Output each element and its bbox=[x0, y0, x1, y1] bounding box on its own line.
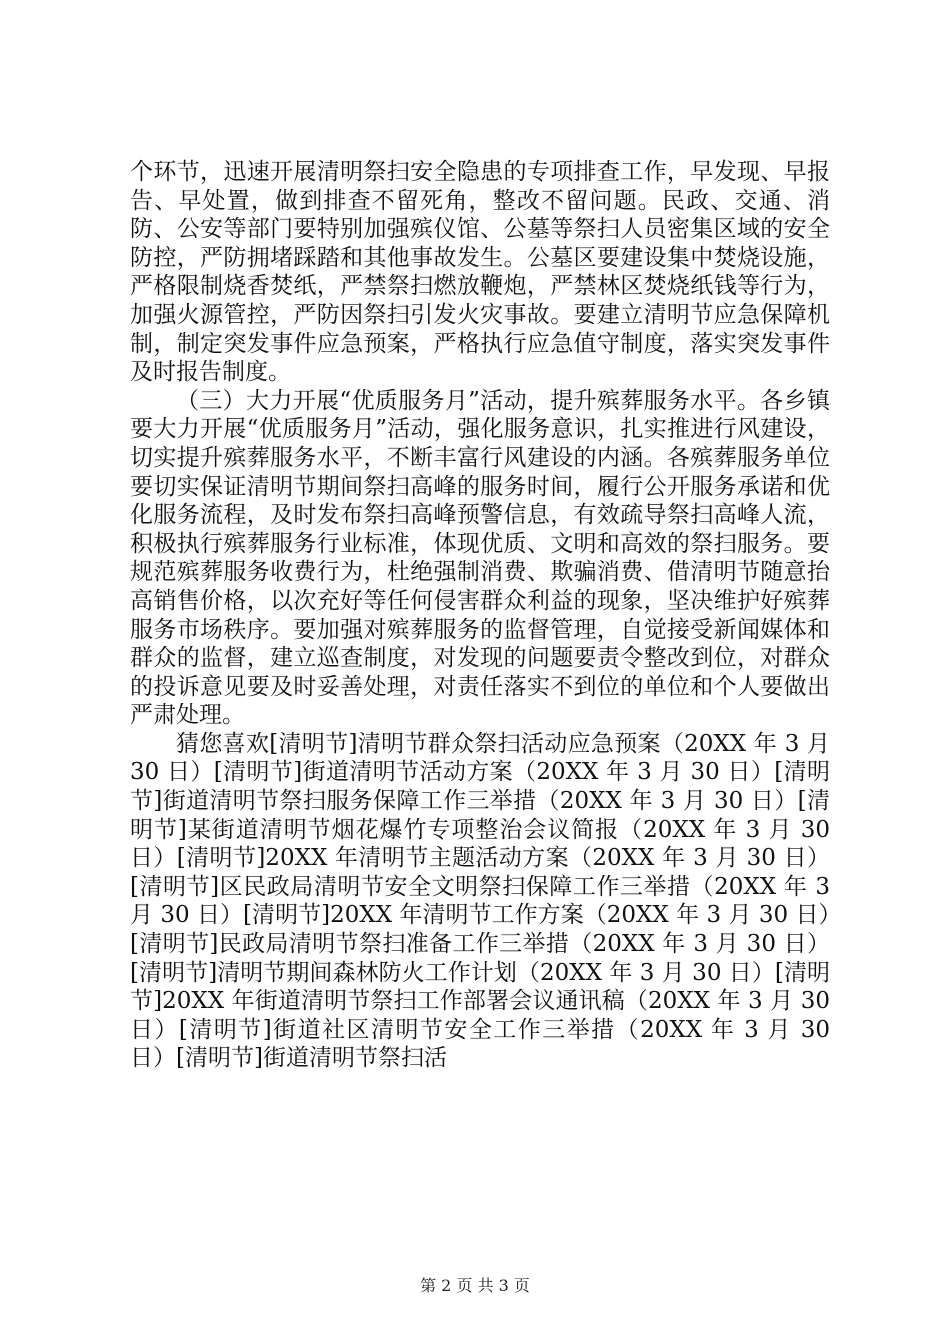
page-number-footer: 第 2 页 共 3 页 bbox=[420, 1276, 530, 1295]
paragraph-related-articles: 猜您喜欢[清明节]清明节群众祭扫活动应急预案（20XX 年 3 月 30 日）[清明节]街道清明节活动方案（20XX 年 3 月 30 日）[清明节]街道清明节祭扫服务保障工作三举措（20XX 年 3 月 30 日）[清明节]某街道清明节烟花爆竹专项整治会议简报（20XX 年 3 月 30 日）[清明节]20XX 年清明节主题活动方案（20XX 年 3 月 30 日）[清明节]区民政局清明节安全文明祭扫保障工作三举措（20XX 年 3 月 30 日）[清明节]20XX 年清明节工作方案（20XX 年 3 月 30 日）[清明节]民政局清明节祭扫准备工作三举措（20XX 年 3 月 30 日）[清明节]清明节期间森林防火工作计划（20XX 年 3 月 30 日）[清明节]20XX 年街道清明节祭扫工作部署会议通讯稿（20XX 年 3 月 30 日）[清明节]街道社区清明节安全工作三举措（20XX 年 3 月 30 日）[清明节]街道清明节祭扫活 bbox=[130, 730, 830, 1072]
paragraph-safety-inspection: 个环节，迅速开展清明祭扫安全隐患的专项排查工作，早发现、早报告、早处置，做到排查不留死角，整改不留问题。民政、交通、消防、公安等部门要特别加强殡仪馆、公墓等祭扫人员密集区域的安全防控，严防拥堵踩踏和其他事故发生。公墓区要建设集中焚烧设施，严格限制烧香焚纸，严禁祭扫燃放鞭炮，严禁林区焚烧纸钱等行为，加强火源管控，严防因祭扫引发火灾事故。要建立清明节应急保障机制，制定突发事件应急预案，严格执行应急值守制度，落实突发事件及时报告制度。 bbox=[130, 159, 830, 386]
document-body bbox=[130, 158, 830, 1073]
paragraph-quality-service-month: （三）大力开展“优质服务月”活动，提升殡葬服务水平。各乡镇要大力开展“优质服务月”活动，强化服务意识，扎实推进行风建设，切实提升殡葬服务水平，不断丰富行风建设的内涵。各殡葬服务单位要切实保证清明节期间祭扫高峰的服务时间，履行公开服务承诺和优化服务流程，及时发布祭扫高峰预警信息，有效疏导祭扫高峰人流，积极执行殡葬服务行业标准，体现优质、文明和高效的祭扫服务。要规范殡葬服务收费行为，杜绝强制消费、欺骗消费、借清明节随意抬高销售价格，以次充好等任何侵害群众利益的现象，坚决维护好殡葬服务市场秩序。要加强对殡葬服务的监督管理，自觉接受新闻媒体和群众的监督，建立巡查制度，对发现的问题要责令整改到位，对群众的投诉意见要及时妥善处理，对责任落实不到位的单位和个人要做出严肃处理。 bbox=[130, 387, 830, 729]
